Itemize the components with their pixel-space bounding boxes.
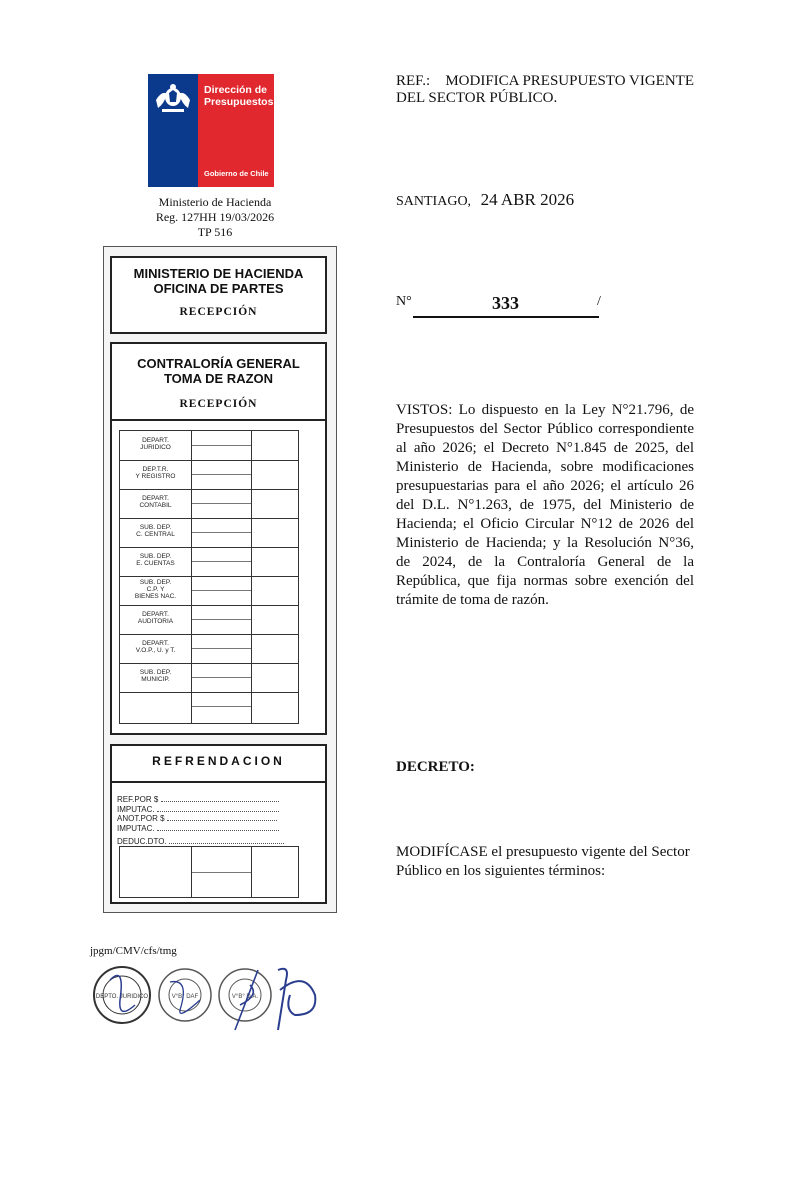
grid-label-line: C. CENTRAL: [136, 531, 175, 538]
seal-daf-text: V°B° DAF: [171, 994, 199, 1000]
grid-label-line: V.O.P., U. y T.: [135, 647, 176, 654]
grid-row-label: [120, 524, 191, 538]
issue-date: 24 ABR 2026: [480, 190, 575, 209]
hacienda-line2: OFICINA DE PARTES: [153, 281, 284, 296]
grid-label-line: C.P. Y: [146, 586, 165, 593]
ref-line-label: IMPUTAC.: [117, 823, 155, 833]
decree-number: 333: [492, 293, 519, 313]
reference-text-line2: DEL SECTOR PÚBLICO.: [396, 90, 558, 106]
grid-row: [120, 489, 298, 519]
ref-line-label: IMPUTAC.: [117, 804, 155, 814]
grid-row: [120, 634, 298, 664]
grid-label-line: CONTABIL: [139, 502, 172, 509]
coat-of-arms-icon: [152, 82, 194, 116]
grid-row-label: [120, 495, 191, 509]
grid-midline: [192, 590, 251, 591]
grid-row: [120, 547, 298, 577]
grid-row-label: [120, 466, 191, 480]
contraloria-divider: [110, 419, 327, 421]
seals-signatures: [90, 960, 340, 1040]
grid-midline: [192, 474, 251, 475]
grid-label-line: SUB. DEP.: [139, 669, 172, 676]
ref-dotted-line: [157, 811, 279, 812]
signature-icon: [278, 969, 315, 1030]
grid-label-line: DEP.T.R.: [142, 466, 169, 473]
grid-label-line: DEPART.: [142, 495, 169, 502]
refrendacion-grid: [119, 846, 299, 898]
ref-line-label: DEDUC.DTO.: [117, 837, 167, 846]
grid-label-line: SUB. DEP.: [139, 524, 172, 531]
grid-label-line: SUB. DEP.: [139, 579, 172, 586]
drafter-initials: jpgm/CMV/cfs/tmg: [90, 945, 177, 957]
place-date: [396, 190, 574, 210]
grid-row-label: [120, 579, 191, 600]
ministry-name: Ministerio de Hacienda: [158, 195, 272, 209]
grid-midline: [192, 619, 251, 620]
grid-row: [120, 692, 298, 723]
decree-number-block: [396, 292, 611, 320]
grid-row: [120, 518, 298, 548]
ref-grid-midline: [192, 872, 251, 873]
tp-number: TP 516: [197, 225, 233, 239]
grid-row: [120, 605, 298, 635]
hacienda-reception-stamp: [110, 256, 327, 334]
seal-da-icon: [219, 969, 271, 1030]
registry-number: Reg. 127HH 19/03/2026: [155, 210, 275, 224]
grid-label-line: E. CUENTAS: [136, 560, 175, 567]
place: SANTIAGO,: [396, 194, 472, 209]
ref-line-ref-por: [117, 795, 297, 805]
refrendacion-lines: [117, 795, 297, 847]
ref-line-label: ANOT.POR $: [117, 814, 165, 823]
ref-dotted-line: [157, 830, 279, 831]
grid-midline: [192, 706, 251, 707]
logo-government: Gobierno de Chile: [204, 169, 269, 178]
grid-label-line: AUDITORIA: [137, 618, 174, 625]
grid-midline: [192, 503, 251, 504]
reference-label: REF.:: [396, 73, 431, 89]
grid-label-line: JURIDICO: [140, 444, 171, 451]
reference-line1: [396, 73, 694, 90]
decreto-heading: DECRETO:: [396, 759, 475, 775]
grid-label-line: DEPART.: [142, 611, 169, 618]
contraloria-reception-label: RECEPCIÓN: [179, 398, 258, 410]
grid-midline: [192, 648, 251, 649]
registry-meta: [120, 195, 310, 240]
logo-org-line1: Dirección de: [204, 84, 268, 96]
hacienda-line1: MINISTERIO DE HACIENDA: [133, 266, 304, 281]
grid-row: [120, 663, 298, 693]
grid-midline: [192, 445, 251, 446]
ref-line-imputac-2: [117, 824, 297, 834]
grid-row-label: [120, 611, 191, 625]
grid-label-line: DEPART.: [142, 640, 169, 647]
seal-da-text: V°B° D.A.: [231, 994, 259, 1000]
reference-text-line1: MODIFICA PRESUPUESTO VIGENTE: [445, 73, 694, 89]
ref-dotted-line: [169, 843, 284, 844]
grid-midline: [192, 677, 251, 678]
number-label: N°: [396, 294, 412, 309]
ref-dotted-line: [161, 801, 279, 802]
refrendacion-title: REFRENDACION: [152, 754, 285, 768]
grid-midline: [192, 532, 251, 533]
ref-line-anot-por: [117, 814, 297, 824]
ref-line-label: REF.POR $: [117, 795, 159, 804]
grid-midline: [192, 561, 251, 562]
grid-row: [120, 431, 298, 461]
vistos-paragraph: VISTOS: Lo dispuesto en la Ley N°21.796, de Presupuestos del Sector Público correspondiente al año 2026; el Decreto N°1.845 de 2025, del Ministerio de Hacienda, sobre modificaciones presupuestarias para el año 2026; el artículo 26 del D.L. N°1.263, de 1975, del Ministerio de Hacienda; el Oficio Circular N°12 de 2026 del Ministerio de Hacienda; y la Resolución N°36, de 2024, de la Contraloría General de la República, que fija normas sobre exención del trámite de toma de razón.: [396, 402, 694, 608]
grid-row-label: [120, 640, 191, 654]
hacienda-reception-label: RECEPCIÓN: [179, 306, 258, 318]
ref-line-imputac: [117, 805, 297, 815]
seal-daf-icon: [159, 969, 211, 1021]
grid-row: [120, 460, 298, 490]
number-suffix: /: [597, 294, 601, 309]
ref-dotted-line: [167, 820, 277, 821]
grid-row: [120, 576, 298, 606]
logo-org-line2: Presupuestos: [204, 96, 274, 108]
logo-org-name: [204, 84, 273, 108]
departments-grid: [119, 430, 299, 724]
grid-row-label: [120, 437, 191, 451]
seal-juridico-text: DEPTO. JURIDICO: [95, 994, 149, 1000]
grid-label-line: MUNICIP.: [141, 676, 170, 683]
contraloria-line1: CONTRALORÍA GENERAL: [137, 356, 300, 371]
grid-row-label: [120, 669, 191, 683]
grid-row-label: [120, 553, 191, 567]
grid-label-line: BIENES NAC.: [134, 593, 177, 600]
grid-label-line: Y REGISTRO: [135, 473, 176, 480]
ref-grid-divider-2: [251, 847, 252, 897]
grid-label-line: DEPART.: [142, 437, 169, 444]
refrendacion-divider: [110, 781, 327, 783]
direccion-presupuestos-logo: [148, 74, 274, 187]
modificase-paragraph: MODIFÍCASE el presupuesto vigente del Sector Público en los siguientes términos:: [396, 844, 690, 879]
grid-label-line: SUB. DEP.: [139, 553, 172, 560]
contraloria-line2: TOMA DE RAZON: [163, 371, 274, 386]
seal-juridico-icon: [94, 967, 150, 1023]
reference-block: [396, 73, 694, 107]
number-underline: [413, 316, 599, 318]
